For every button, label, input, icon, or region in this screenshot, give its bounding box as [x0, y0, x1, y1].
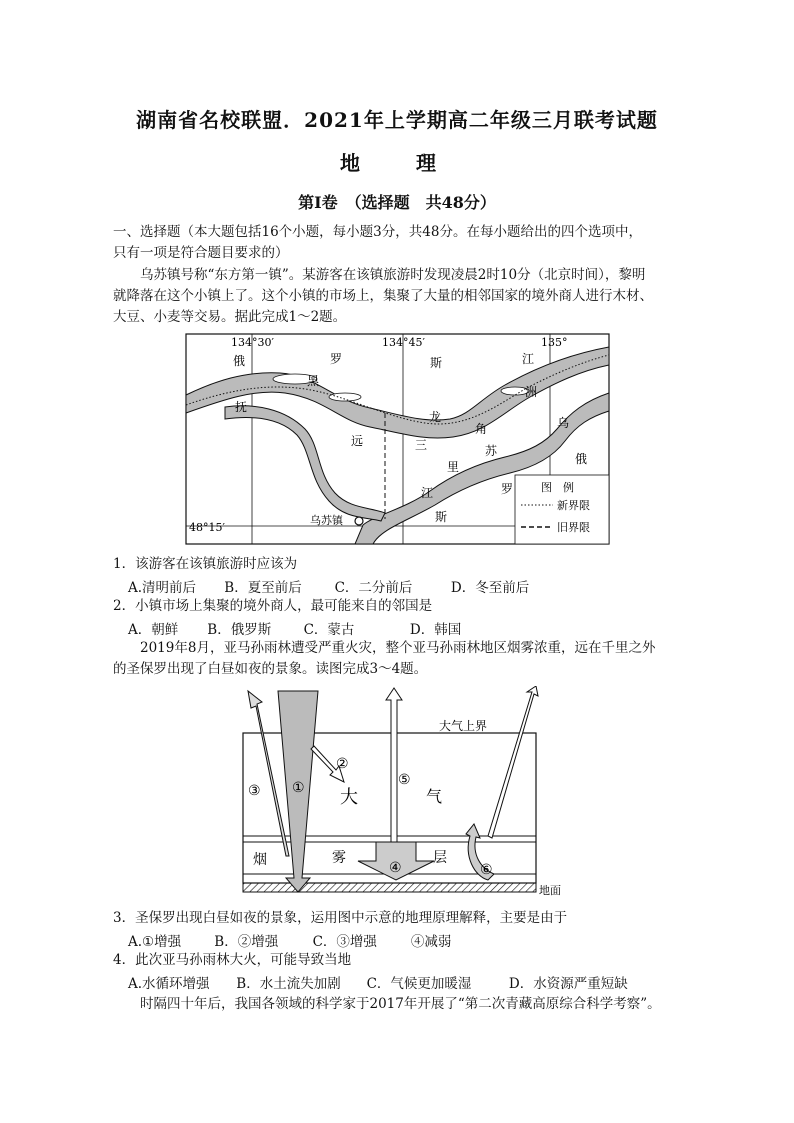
passage1-line-1: 乌苏镇号称“东方第一镇”。某游客在该镇旅游时发现凌晨2时10分（北京时间），黎明 [140, 267, 646, 283]
q2-option-b: B．俄罗斯 [207, 622, 272, 638]
map-label-1: 俄 [233, 354, 246, 368]
map-label-18: 斯 [435, 510, 448, 524]
top-label: 大气上界 [439, 719, 488, 733]
ground-label: 地面 [539, 884, 561, 897]
legend-title: 图 例 [541, 481, 574, 494]
subject-title: 地 理 [340, 151, 454, 175]
passage2-line-2: 的圣保罗出现了白昼如夜的景象。读图完成3～4题。 [113, 661, 428, 677]
exam-title: 湖南省名校联盟．2021年上学期高二年级三月联考试题 [136, 108, 658, 132]
arrow-label-1: ① [292, 780, 305, 796]
smoke-char-2: 雾 [332, 850, 346, 866]
map-label-16: 罗 [501, 482, 514, 496]
map-label-8: 龙 [429, 410, 442, 424]
map-label-14: 俄 [575, 452, 588, 466]
wusu-town-marker [355, 517, 363, 525]
q2-option-a: A．朝鲜 [128, 622, 179, 638]
map-label-9: 乌 [557, 416, 570, 430]
section-title: 第Ⅰ卷 （选择题 共48分） [298, 193, 496, 212]
map-label-10: 远 [351, 434, 364, 448]
map-label-12: 角 [475, 422, 488, 436]
q4-option-b: B．水土流失加剧 [236, 976, 341, 992]
q4-option-d: D．水资源严重短缺 [508, 976, 628, 992]
q3-option-c: C．③增强 [312, 934, 377, 950]
q3-option-a: A.①增强 [128, 934, 182, 950]
q1-option-c: C．二分前后 [334, 580, 413, 596]
lat-label: 48°15′ [189, 521, 225, 534]
legend-old-label: 旧界限 [557, 521, 590, 534]
q4-stem: 4．此次亚马孙雨林大火，可能导致当地 [113, 952, 352, 968]
q4-option-a: A.水循环增强 [128, 976, 210, 992]
q2-option-d: D．韩国 [409, 622, 462, 638]
q3-stem: 3．圣保罗出现白昼如夜的景象，运用图中示意的地理原理解释，主要是由于 [113, 910, 568, 926]
q3-option-b: B．②增强 [214, 934, 279, 950]
q1-option-d: D．冬至前后 [450, 580, 530, 596]
map-label-15: 里 [447, 460, 460, 474]
arrow-label-2: ② [336, 756, 349, 772]
passage1-line-3: 大豆、小麦等交易。据此完成1～2题。 [113, 309, 347, 325]
q4-option-c: C．气候更加暖湿 [366, 976, 472, 992]
arrow-label-4: ④ [389, 860, 402, 876]
atmosphere-radiation-diagram [236, 686, 572, 898]
q2-stem: 2．小镇市场上集聚的境外商人，最可能来自的邻国是 [113, 598, 433, 614]
q1-stem: 1．该游客在该镇旅游时应该为 [113, 556, 298, 572]
map-label-6: 洲 [525, 385, 538, 399]
smoke-char-3: 层 [433, 850, 447, 866]
q2-option-c: C．蒙古 [303, 622, 355, 638]
passage3-line-1: 时隔四十年后，我国各领域的科学家于2017年开展了“第二次青藏高原综合科学考察”。 [140, 996, 661, 1012]
passage1-line-2: 就降落在这个小镇上了。这个小镇的市场上，集聚了大量的相邻国家的境外商人进行木材、 [113, 288, 653, 304]
passage2-line-1: 2019年8月，亚马孙雨林遭受严重火灾，整个亚马孙雨林地区烟雾浓重，远在千里之外 [140, 640, 656, 656]
arrow-label-5: ⑤ [398, 772, 411, 788]
arrow-label-6: ⑥ [480, 862, 493, 878]
map-label-13: 苏 [485, 444, 498, 458]
lon-label-1: 134°30′ [231, 336, 274, 349]
arrow-label-3: ③ [248, 783, 261, 799]
map-label-11: 三 [415, 438, 428, 452]
smoke-char-1: 烟 [253, 852, 267, 868]
map-label-7: 抚 [235, 400, 248, 414]
map-label-4: 江 [522, 352, 535, 366]
legend-new-label: 新界限 [557, 499, 590, 512]
instruction-line-1: 一、选择题（本大题包括16个小题，每小题3分，共48分。在每小题给出的四个选项中， [113, 224, 642, 240]
wusu-town-map [185, 333, 610, 545]
lon-label-2: 134°45′ [382, 336, 425, 349]
instruction-line-2: 只有一项是符合题目要求的） [113, 245, 289, 261]
q1-option-a: A.清明前后 [128, 580, 197, 596]
q1-option-b: B．夏至前后 [224, 580, 302, 596]
map-label-5: 黑 [307, 374, 320, 388]
map-label-3: 斯 [430, 356, 443, 370]
town-label: 乌苏镇 [310, 514, 343, 527]
lon-label-3: 135° [541, 336, 568, 349]
atmosphere-char-1: 大 [340, 787, 358, 808]
map-label-17: 江 [421, 486, 434, 500]
q3-option-d: ④减弱 [410, 934, 452, 950]
atmosphere-char-2: 气 [426, 787, 443, 806]
map-label-2: 罗 [330, 352, 343, 366]
